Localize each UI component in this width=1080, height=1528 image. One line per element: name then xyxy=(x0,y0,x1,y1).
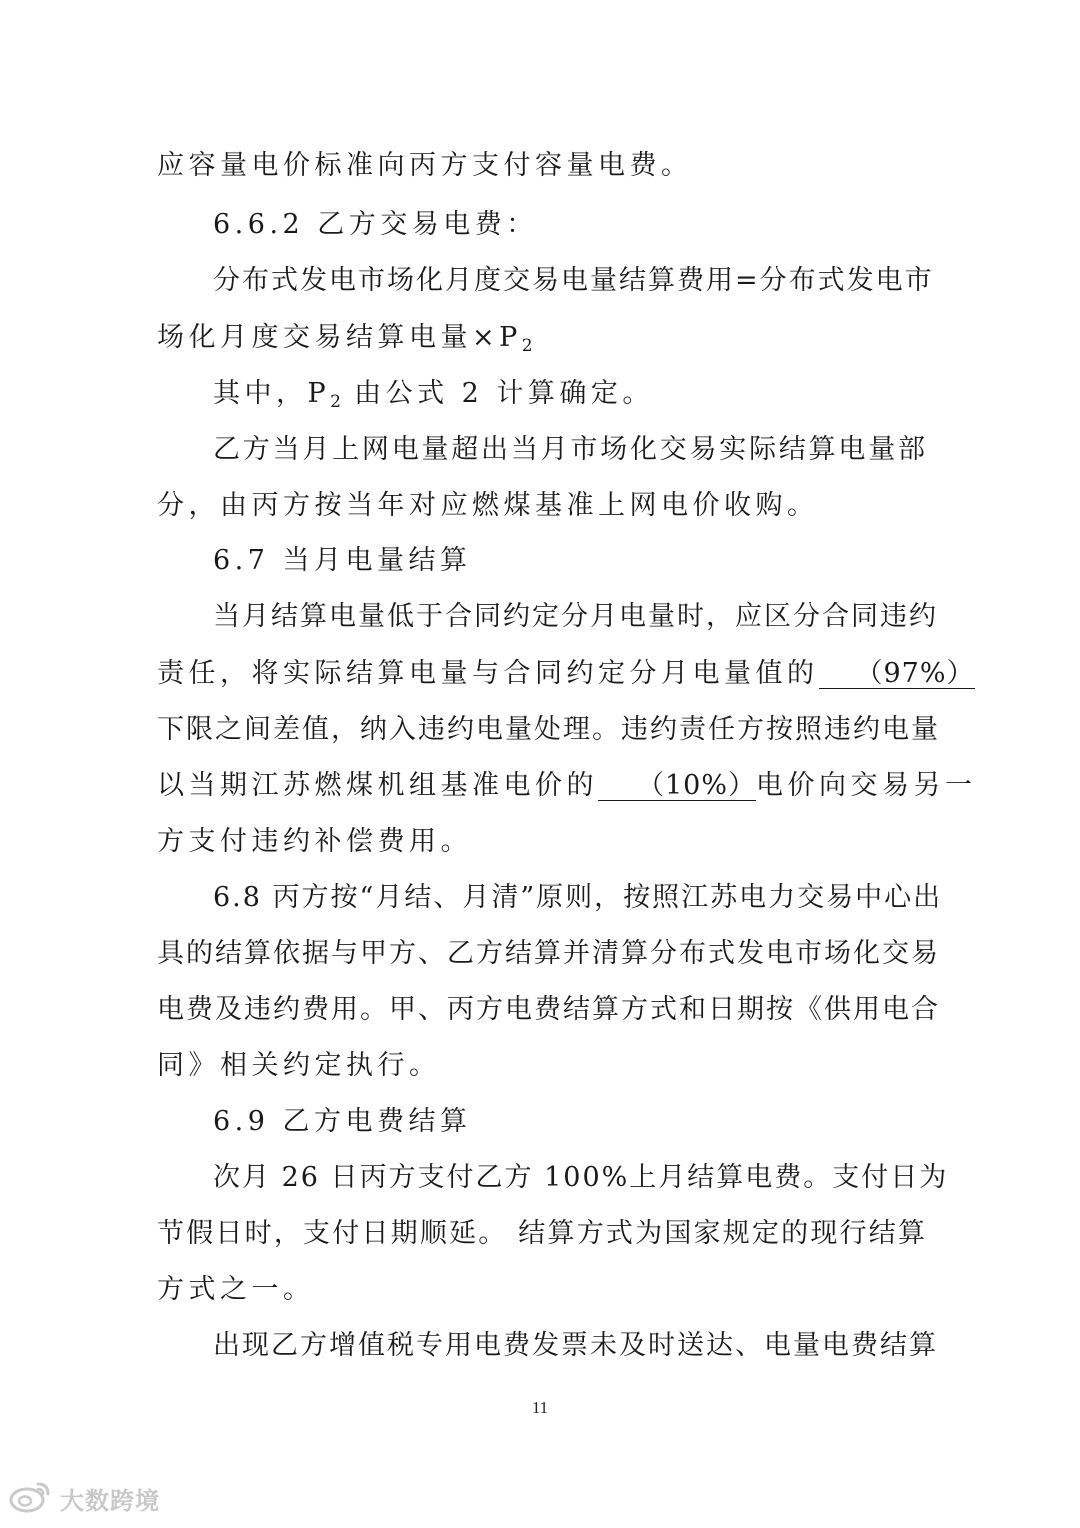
text-span: 以当期江苏燃煤机组基准电价的 xyxy=(157,770,598,801)
watermark xyxy=(8,1476,160,1520)
text-line: 应容量电价标准向丙方支付容量电费。 xyxy=(157,150,693,181)
text-line xyxy=(157,318,927,358)
subscript: 2 xyxy=(330,392,341,412)
text-span: 电价向交易另一 xyxy=(756,770,977,801)
section-heading-6-6-2: 6.6.2 乙方交易电费： xyxy=(213,209,538,240)
text-line: 次月 26 日丙方支付乙方 100%上月结算电费。支付日为 xyxy=(213,1162,949,1193)
text-line: 下限之间差值，纳入违约电量处理。违约责任方按照违约电量 xyxy=(157,714,940,745)
text-span: 由公式 2 计算确定。 xyxy=(341,378,654,409)
text-line: 具的结算依据与甲方、乙方结算并清算分布式发电市场化交易 xyxy=(157,938,940,969)
section-heading-6-7: 6.7 当月电量结算 xyxy=(213,545,472,576)
section-heading-6-8: 6.8 丙方按“月结、月清”原则，按照江苏电力交易中心出 xyxy=(213,882,943,913)
fill-in-blank: （10%） xyxy=(598,766,756,801)
text-line xyxy=(157,766,977,806)
text-line: 电费及违约费用。甲、丙方电费结算方式和日期按《供用电合 xyxy=(157,994,940,1025)
text-span: 其中，P xyxy=(213,378,331,409)
fill-in-blank: （97%） xyxy=(819,654,975,689)
text-line: 当月结算电量低于合同约定分月电量时，应区分合同违约 xyxy=(213,601,938,632)
text-line: 分，由丙方按当年对应燃煤基准上网电价收购。 xyxy=(157,490,819,521)
text-line: 同》相关约定执行。 xyxy=(157,1050,441,1081)
page-number: 11 xyxy=(531,1398,549,1417)
text-line: 乙方当月上网电量超出当月市场化交易实际结算电量部 xyxy=(213,434,927,465)
text-line: 方式之一。 xyxy=(157,1274,315,1305)
text-span: 责任，将实际结算电量与合同约定分月电量值的 xyxy=(157,658,819,689)
weibo-logo-icon xyxy=(8,1478,54,1518)
subscript: 2 xyxy=(521,336,533,356)
text-line xyxy=(157,654,975,694)
section-heading-6-9: 6.9 乙方电费结算 xyxy=(213,1106,472,1137)
text-line: 节假日时，支付日期顺延。 结算方式为国家规定的现行结算 xyxy=(157,1218,927,1249)
text-line: 出现乙方增值税专用电费发票未及时送达、电量电费结算 xyxy=(213,1330,938,1361)
text-line: 分布式发电市场化月度交易电量结算费用=分布式发电市 xyxy=(213,265,934,296)
text-span: 场化月度交易结算电量×P xyxy=(157,322,522,353)
text-line xyxy=(213,374,927,414)
watermark-text: 大数跨境 xyxy=(60,1486,160,1515)
text-line: 方支付违约补偿费用。 xyxy=(157,826,472,857)
